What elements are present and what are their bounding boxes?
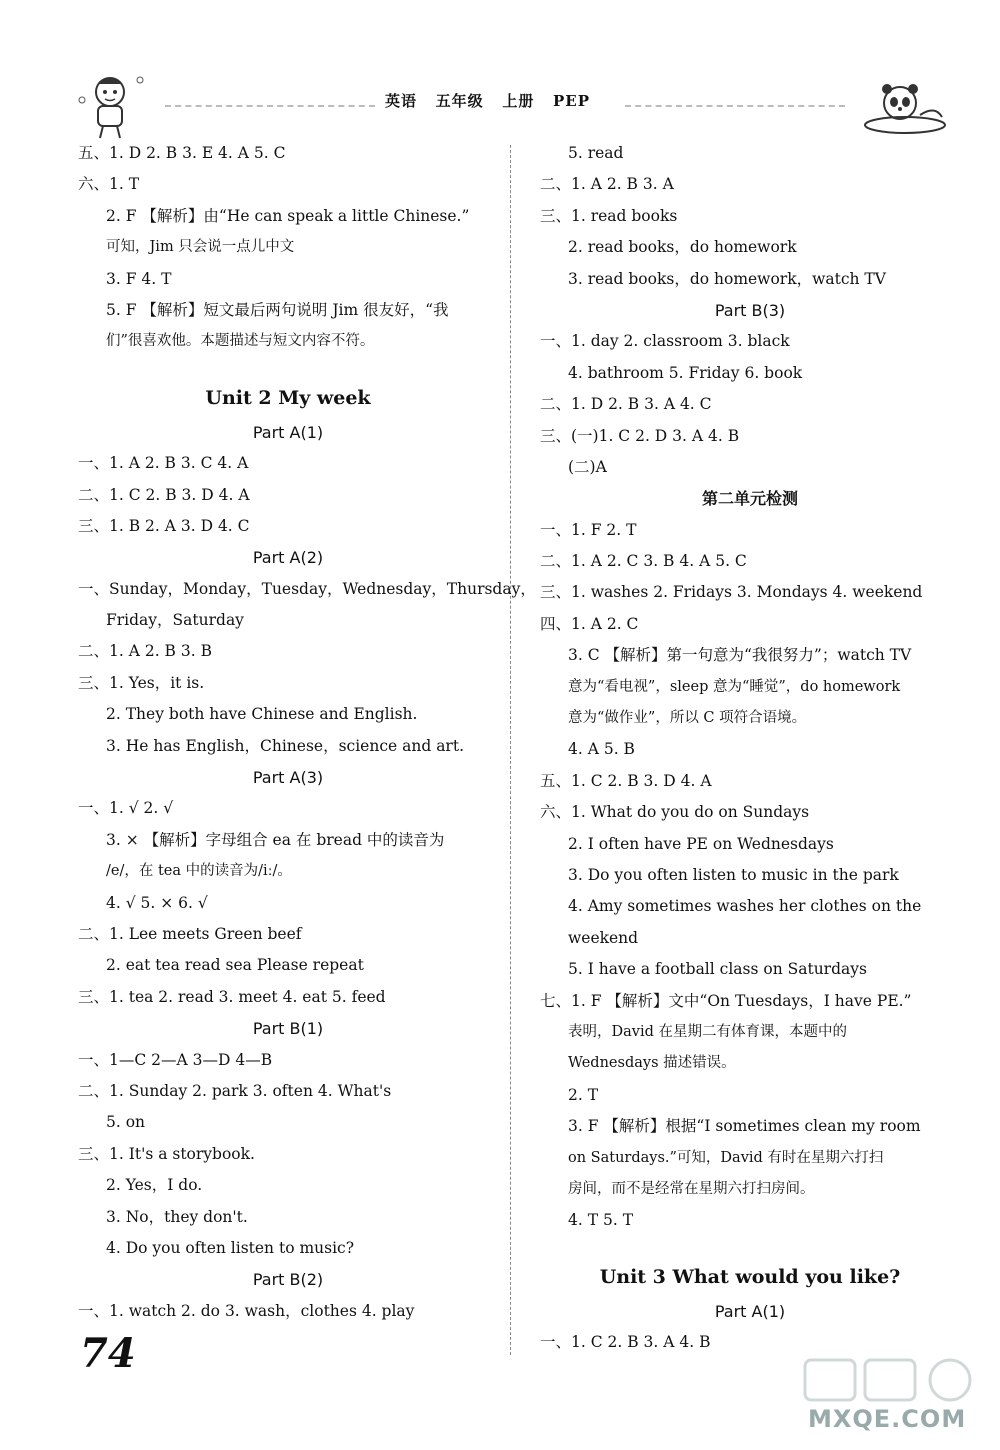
left-answer-line: 二、1. A 2. B 3. B [78,642,212,661]
left-answer-line: 一、1. A 2. B 3. C 4. A [78,454,249,473]
left-answer-line: 五、1. D 2. B 3. E 4. A 5. C [78,144,286,162]
right-unit-heading: Unit 3 What would you like? [599,1265,901,1288]
right-answer-line: 四、1. A 2. C [540,614,639,633]
right-answer-line: 意为“做作业”，所以 C 项符合语境。 [568,710,807,727]
left-answer-line: 3. No，they don't. [106,1207,248,1226]
left-answer-line: 2. F 【解析】由“He can speak a little Chinese.” [106,206,470,225]
left-answer-column [78,138,536,1327]
right-answer-line: 表明，David 在星期二有体育课，本题中的 [568,1023,847,1040]
left-part-heading: Part B(2) [252,1270,324,1290]
right-answer-line: 4. A 5. B [568,740,635,759]
left-answer-line: 一、1. √ 2. √ [78,799,174,818]
header-rule-right [625,105,845,107]
right-answer-line: 2. T [568,1085,599,1104]
right-answer-line: 2. I often have PE on Wednesdays [568,834,834,853]
right-answer-line: 五、1. C 2. B 3. D 4. A [540,771,712,790]
left-answer-line: 二、1. C 2. B 3. D 4. A [78,485,250,504]
right-answer-line: 一、1. F 2. T [540,520,637,539]
left-unit-heading: Unit 2 My week [205,386,371,409]
right-answer-line: 一、1. C 2. B 3. A 4. B [540,1333,711,1352]
right-answer-line: on Saturdays.”可知，David 有时在星期六打扫 [568,1149,884,1166]
left-part-heading: Part B(1) [252,1019,324,1039]
page-number: 74 [80,1330,136,1377]
watermark-text: MXQE.COM [808,1405,967,1433]
left-answer-line: 三、1. tea 2. read 3. meet 4. eat 5. feed [78,987,386,1006]
left-part-heading: Part A(1) [252,422,324,442]
right-answer-line: 5. read [568,144,624,162]
right-answer-line: 5. I have a football class on Saturdays [568,960,867,979]
right-answer-line: Wednesdays 描述错误。 [568,1055,736,1072]
left-answer-line: 六、1. T [78,175,140,194]
right-answer-line: 一、1. day 2. classroom 3. black [540,332,790,351]
right-answer-line: 二、1. D 2. B 3. A 4. C [540,395,712,414]
right-section-heading: 第二单元检测 [701,489,798,509]
left-answer-line: 2. Yes，I do. [106,1176,203,1195]
right-part-heading: Part B(3) [714,300,786,320]
left-answer-line: 可知，Jim 只会说一点儿中文 [106,239,295,256]
header-rule-left [165,105,375,107]
header-title: 英语 五年级 上册 PEP [385,92,590,110]
right-answer-line: 三、1. read books [540,206,678,225]
right-answer-line: 3. C 【解析】第一句意为“我很努力”；watch TV [568,646,912,665]
right-answer-line: 3. read books，do homework，watch TV [568,269,886,288]
right-answer-line: 六、1. What do you do on Sundays [540,803,810,822]
right-part-heading: Part A(1) [714,1301,786,1321]
right-answer-line: 三、(一)1. C 2. D 3. A 4. B [540,426,740,445]
left-answer-line: 4. Do you often listen to music? [106,1238,355,1257]
cartoon-panda-icon [860,75,950,135]
left-answer-line: Friday，Saturday [106,611,244,630]
left-answer-line: 2. eat tea read sea Please repeat [106,956,364,975]
right-answer-line: 意为“看电视”，sleep 意为“睡觉”，do homework [568,678,901,695]
left-answer-line: 3. × 【解析】字母组合 ea 在 bread 中的读音为 [106,830,445,849]
page-header [0,60,1000,140]
left-answer-line: 三、1. It's a storybook. [78,1144,255,1163]
cartoon-kid-icon [70,70,150,140]
left-answer-line: 二、1. Sunday 2. park 3. often 4. What's [78,1081,392,1100]
left-answer-line: 二、1. Lee meets Green beef [78,924,302,943]
left-answer-line: 一、Sunday，Monday，Tuesday，Wednesday，Thursday， [78,579,536,598]
right-answer-line: 4. Amy sometimes washes her clothes on the [568,897,922,916]
column-divider [510,145,511,1355]
left-answer-line: 2. They both have Chinese and English. [106,705,418,724]
right-answer-line: 4. T 5. T [568,1211,634,1230]
left-answer-line: 一、1—C 2—A 3—D 4—B [78,1050,273,1069]
left-answer-line: 5. on [106,1113,146,1132]
left-part-heading: Part A(2) [252,548,324,568]
right-answer-line: 房间，而不是经常在星期六打扫房间。 [568,1180,815,1197]
right-answer-line: 二、1. A 2. B 3. A [540,175,674,194]
right-answer-line: 2. read books，do homework [568,238,797,257]
right-answer-line: 二、1. A 2. C 3. B 4. A 5. C [540,552,747,571]
left-answer-line: 们”很喜欢他。本题描述与短文内容不符。 [106,333,375,350]
right-answer-line: weekend [568,928,639,947]
right-answer-column [540,138,960,1358]
right-answer-line: 4. bathroom 5. Friday 6. book [568,363,803,382]
left-answer-line: 3. He has English，Chinese，science and art. [106,736,464,755]
left-part-heading: Part A(3) [252,768,324,788]
left-answer-line: 3. F 4. T [106,269,172,288]
left-answer-line: 5. F 【解析】短文最后两句说明 Jim 很友好，“我 [106,300,449,319]
right-answer-line: 3. Do you often listen to music in the park [568,865,899,884]
right-answer-line: (二)A [568,457,607,476]
right-answer-line: 三、1. washes 2. Fridays 3. Mondays 4. weekend [540,583,923,602]
right-answer-line: 七、1. F 【解析】文中“On Tuesdays，I have PE.” [540,991,912,1010]
left-answer-line: 4. √ 5. × 6. √ [106,893,208,912]
left-answer-line: 三、1. Yes，it is. [78,673,205,692]
right-answer-line: 3. F 【解析】根据“I sometimes clean my room [568,1117,921,1136]
left-answer-line: 一、1. watch 2. do 3. wash，clothes 4. play [78,1301,415,1320]
left-answer-line: /e/，在 tea 中的读音为/iː/。 [106,863,292,880]
left-answer-line: 三、1. B 2. A 3. D 4. C [78,516,250,535]
